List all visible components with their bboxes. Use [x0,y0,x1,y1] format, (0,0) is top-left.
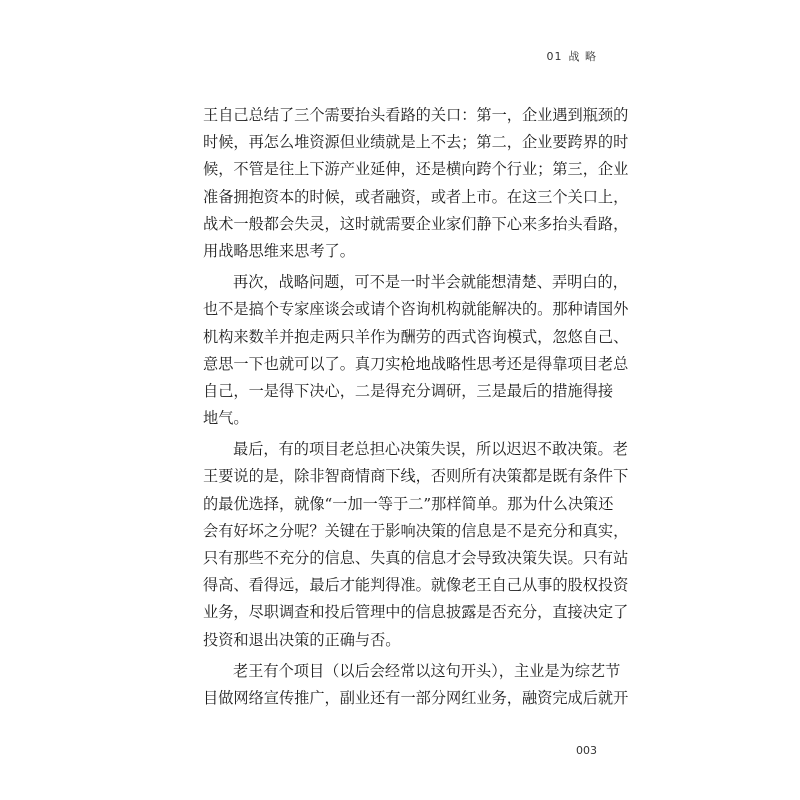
text-line: 用战略思维来思考了。 [203,241,355,260]
text-line: 王自己总结了三个需要抬头看路的关口：第一，企业遇到瓶颈的 [203,106,629,124]
text-line: 候，不管是往上下游产业延伸，还是横向跨个行业；第三，企业 [203,160,629,179]
text-line: 会有好坏之分呢？关键在于影响决策的信息是不是充分和真实， [203,521,629,540]
paragraph [203,269,629,432]
text-line: 准备拥抱资本的时候，或者融资，或者上市。在这三个关口上， [203,187,629,206]
text-line: 投资和退出决策的正确与否。 [203,630,401,649]
text-line: 自己，一是得下决心，二是得充分调研，三是最后的措施得接 [203,381,614,400]
text-line: 只有那些不充分的信息、失真的信息才会导致决策失误。只有站 [203,549,629,567]
text-line: 时候，再怎么堆资源但业绩就是上不去；第二，企业要跨界的时 [203,133,629,152]
text-line: 得高、看得远，最后才能判得准。就像老王自己从事的股权投资 [203,576,629,595]
text-line: 再次，战略问题，可不是一时半会就能想清楚、弄明白的， [233,273,628,292]
text-line: 最后，有的项目老总担心决策失误，所以迟迟不敢决策。老 [233,440,628,459]
text-line: 目做网络宣传推广，副业还有一部分网红业务，融资完成后就开 [203,688,629,707]
page-number: 003 [576,744,597,757]
text-line: 意思一下也就可以了。真刀实枪地战略性思考还是得靠项目老总 [203,354,629,373]
text-line: 战术一般都会失灵，这时就需要企业家们静下心来多抬头看路， [203,214,629,233]
chapter-title: 战 略 [568,50,597,63]
text-line: 王要说的是，除非智商情商下线，否则所有决策都是既有条件下 [203,467,629,486]
text-line: 业务，尽职调查和投后管理中的信息披露是否充分，直接决定了 [203,603,629,622]
paragraph [203,658,629,712]
text-line: 地气。 [203,409,249,428]
chapter-number: 01 [546,50,563,63]
text-line: 机构来数羊并抱走两只羊作为酬劳的西式咨询模式，忽悠自己、 [203,327,629,346]
text-line: 也不是搞个专家座谈会或请个咨询机构就能解决的。那种请国外 [203,300,629,319]
text-line: 老王有个项目（以后会经常以这句开头），主业是为综艺节 [233,661,621,680]
text-line: 的最优选择，就像“一加一等于二”那样简单。那为什么决策还 [203,494,614,513]
paragraph [203,102,629,265]
paragraph [203,436,629,654]
body-text [203,102,629,712]
running-header [547,48,598,64]
